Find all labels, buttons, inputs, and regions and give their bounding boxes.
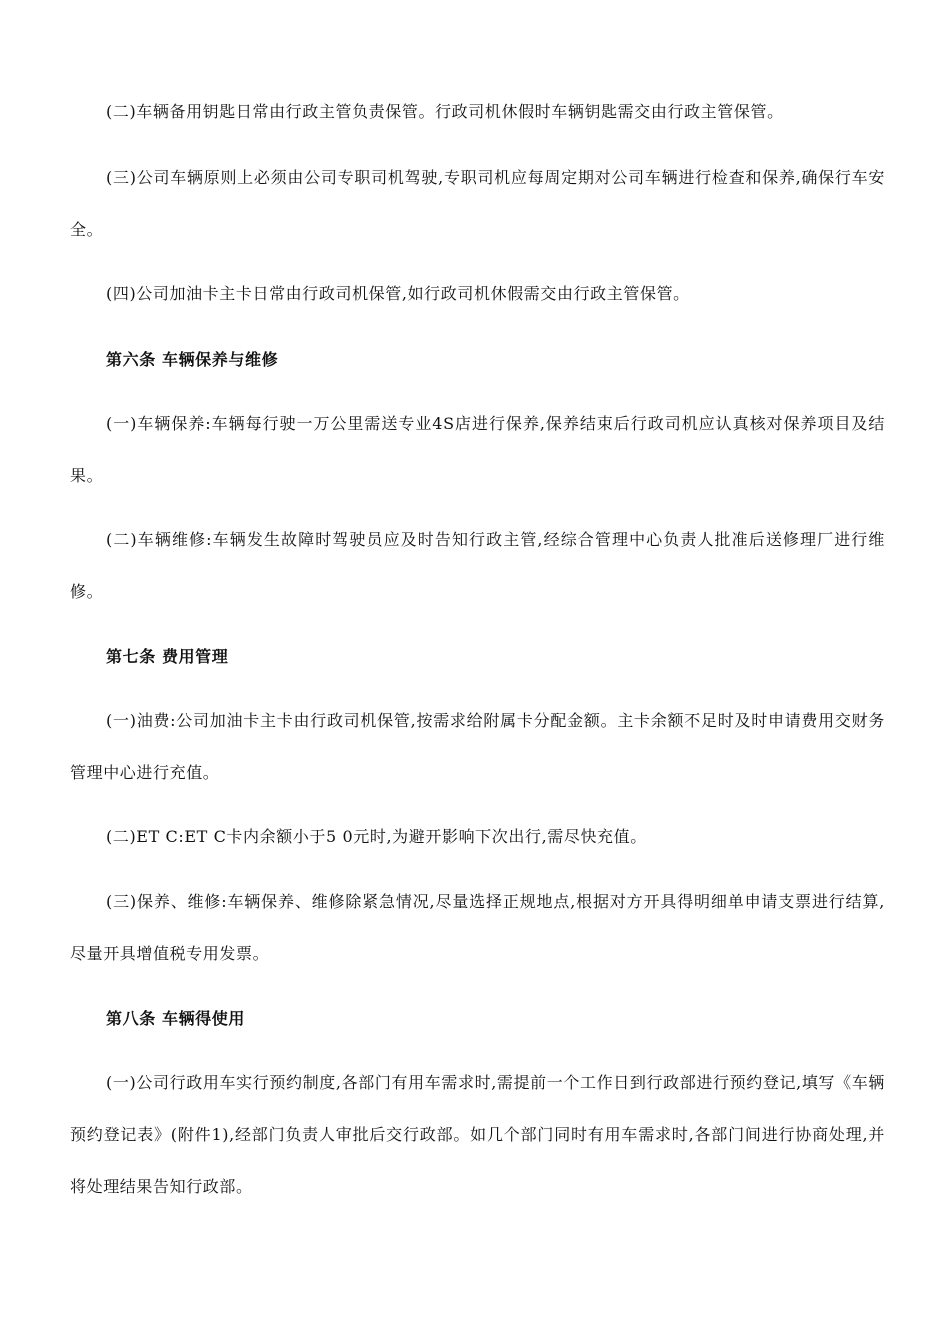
section-6-title: 第六条 车辆保养与维修 (106, 350, 279, 369)
section-8-title: 第八条 车辆得使用 (106, 1009, 245, 1028)
section-7-title: 第七条 费用管理 (106, 647, 229, 666)
paragraph-driver-inspection: (三)公司车辆原则上必须由公司专职司机驾驶,专职司机应每周定期对公司车辆进行检查和保养,确保行车安全。 (70, 168, 885, 239)
paragraph-repair: (二)车辆维修:车辆发生故障时驾驶员应及时告知行政主管,经综合管理中心负责人批准后送修理厂进行维修。 (70, 530, 885, 601)
paragraph-spare-key: (二)车辆备用钥匙日常由行政主管负责保管。行政司机休假时车辆钥匙需交由行政主管保管。 (106, 102, 784, 121)
paragraph-fuel-card: (四)公司加油卡主卡日常由行政司机保管,如行政司机休假需交由行政主管保管。 (106, 284, 690, 303)
paragraph-maintenance: (一)车辆保养:车辆每行驶一万公里需送专业4S店进行保养,保养结束后行政司机应认真核对保养项目及结果。 (70, 414, 885, 485)
paragraph-fuel-cost: (一)油费:公司加油卡主卡由行政司机保管,按需求给附属卡分配金额。主卡余额不足时及时申请费用交财务管理中心进行充值。 (70, 711, 885, 782)
paragraph-vehicle-booking: (一)公司行政用车实行预约制度,各部门有用车需求时,需提前一个工作日到行政部进行预约登记,填写《车辆预约登记表》(附件1),经部门负责人审批后交行政部。如几个部门同时有用车需求时,各部门间进行协商处理,并将处理结果告知行政部。 (70, 1073, 885, 1196)
paragraph-maintenance-cost: (三)保养、维修:车辆保养、维修除紧急情况,尽量选择正规地点,根据对方开具得明细单申请支票进行结算,尽量开具增值税专用发票。 (70, 892, 885, 963)
paragraph-etc: (二)ET C:ET C卡内余额小于5 0元时,为避开影响下次出行,需尽快充值。 (106, 827, 647, 846)
